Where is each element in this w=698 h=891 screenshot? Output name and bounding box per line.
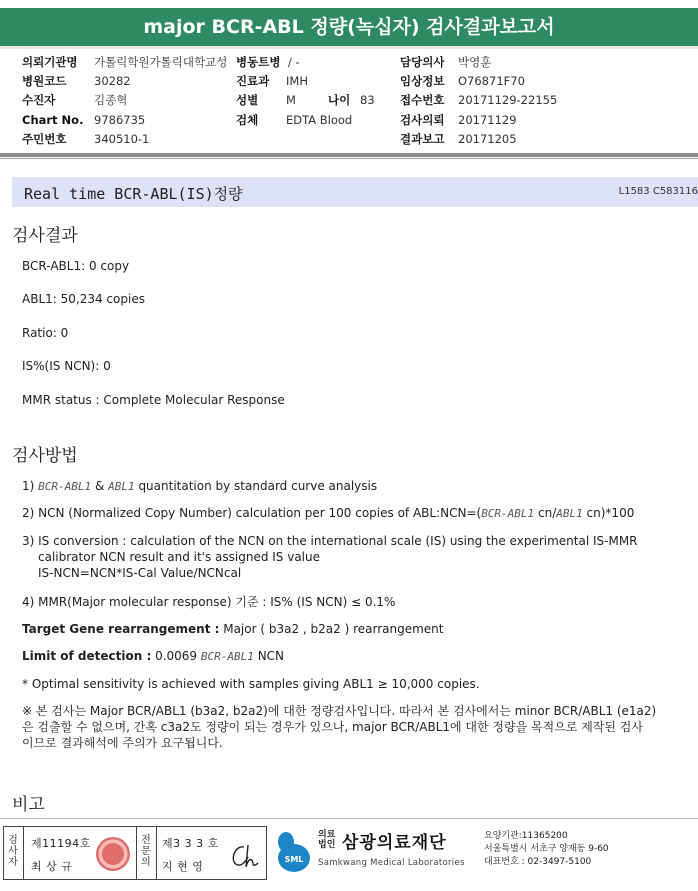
gene-name: BCR-ABL1 (481, 507, 535, 520)
clinical-info-label: 임상정보 (400, 74, 445, 89)
method-text: quantitation by standard curve analysis (134, 479, 378, 493)
method-item-3-cont: calibrator NCN result and it's assigned IS value (38, 550, 320, 564)
receipt-no-label: 접수번호 (400, 93, 445, 108)
hospital-code-label: 병원코드 (22, 74, 67, 89)
sml-logo-icon (272, 828, 312, 876)
report-date-value: 20171205 (458, 131, 517, 146)
org-english-name: Samkwang Medical Laboratories (318, 858, 465, 868)
method-item-3: 3) IS conversion : calculation of the NCN on the international scale (IS) using the experimental IS-MMR (22, 534, 638, 548)
lod-label: Limit of detection : (22, 649, 152, 663)
examiner-license-no: 제11194호 (31, 837, 91, 850)
note-line-3: 이므로 결과해석에 주의가 요구됩니다. (22, 736, 223, 750)
doctor-label: 담당의사 (400, 55, 445, 69)
gene-name: ABL1 (556, 507, 583, 520)
note-line-1: ※ 본 검사는 Major BCR/ABL1 (b3a2, b2a2)에 대한 정량검사입니다. 따라서 본 검사에서는 minor BCR/ABL1 (e1a2) (22, 704, 657, 718)
examiner-seal (96, 837, 130, 871)
target-gene-line (22, 622, 444, 637)
rrn-label: 주민번호 (22, 131, 67, 146)
test-header-bar (12, 177, 698, 207)
report-title: major BCR-ABL 정량(녹십자) 검사결과보고서 (0, 8, 698, 46)
sml-logo-text: SML (284, 855, 304, 864)
patient-info-right (400, 53, 600, 149)
org-type: 의료 법인 (318, 830, 336, 850)
signature-box (3, 826, 267, 880)
age-value: 83 (360, 93, 375, 108)
lod-unit: NCN (253, 649, 285, 663)
dept-value: IMH (286, 74, 308, 89)
org-contact-info (484, 830, 609, 869)
patient-info-middle (236, 53, 396, 130)
sex-value: M (286, 93, 296, 108)
doctor-value: 박영훈 (458, 55, 492, 69)
method-heading: 검사방법 (12, 446, 78, 466)
examiner-label: 검사자 (8, 835, 18, 868)
target-gene-label: Target Gene rearrangement : (22, 622, 220, 636)
method-text: 2) NCN (Normalized Copy Number) calculation per 100 copies of ABL:NCN=( (22, 506, 482, 520)
org-code: 요양기관:11365200 (484, 831, 568, 841)
org-name: 삼광의료재단 (342, 833, 447, 853)
examiner-name: 최 상 규 (31, 860, 73, 873)
title-underline (0, 46, 698, 49)
lod-value: 0.0069 (151, 649, 201, 663)
divider (23, 827, 24, 879)
patient-info-left (22, 53, 262, 149)
ward-value: / - (288, 55, 300, 69)
sex-label: 성별 (236, 93, 259, 108)
method-text: cn)*100 (582, 506, 635, 520)
specialist-name: 지 현 영 (162, 860, 204, 873)
remarks-heading: 비고 (12, 795, 45, 815)
method-text: cn/ (534, 506, 557, 520)
result-abl1: ABL1: 50,234 copies (22, 292, 145, 306)
report-date-label: 결과보고 (400, 131, 445, 146)
request-date-label: 검사의뢰 (400, 112, 445, 127)
result-bcr-abl1: BCR-ABL1: 0 copy (22, 259, 130, 273)
chart-no-label: Chart No. (22, 112, 84, 127)
receipt-no-value: 20171129-22155 (458, 93, 558, 108)
chart-no-value: 9786735 (94, 112, 146, 127)
test-name: Real time BCR-ABL(IS)정량 (24, 185, 243, 203)
result-mmr-status: MMR status : Complete Molecular Response (22, 393, 285, 407)
gene-name: BCR-ABL1 (200, 650, 254, 663)
divider (0, 158, 698, 159)
institution-label: 의뢰기관명 (22, 55, 78, 69)
clinical-info-value: O76871F70 (458, 74, 525, 89)
request-date-value: 20171129 (458, 112, 517, 127)
specimen-value: EDTA Blood (286, 112, 353, 127)
method-text: 1) (22, 479, 39, 493)
result-is-percent: IS%(IS NCN): 0 (22, 359, 111, 373)
hospital-code-value: 30282 (94, 74, 131, 89)
method-item-4: 4) MMR(Major molecular response) 기준 : IS% (IS NCN) ≤ 0.1% (22, 595, 396, 609)
footer-divider (0, 818, 698, 819)
result-ratio: Ratio: 0 (22, 326, 69, 340)
age-label: 나이 (328, 93, 351, 108)
method-item-3-formula: IS-NCN=NCN*IS-Cal Value/NCNcal (38, 566, 242, 580)
specimen-label: 검체 (236, 112, 259, 127)
method-text: & (91, 479, 109, 493)
sensitivity-note: * Optimal sensitivity is achieved with samples giving ABL1 ≥ 10,000 copies. (22, 677, 480, 691)
dept-label: 진료과 (236, 74, 270, 89)
gene-name: BCR-ABL1 (38, 480, 92, 493)
signature-icon (226, 841, 260, 871)
divider (156, 827, 157, 879)
note-line-2: 은 검출할 수 없으며, 간혹 c3a2도 정량이 되는 경우가 있으나, major BCR/ABL1에 대한 정량을 목적으로 제작된 검사 (22, 720, 643, 734)
method-item-2 (22, 506, 634, 521)
method-item-1 (22, 479, 377, 494)
patient-label: 수진자 (22, 93, 56, 108)
org-phone: 대표번호 : 02-3497-5100 (484, 857, 592, 867)
specialist-label: 전문의 (141, 835, 151, 868)
results-heading: 검사결과 (12, 226, 78, 246)
test-code: L1583 C583116 (618, 186, 698, 197)
specialist-license-no: 제3 3 3 호 (162, 837, 219, 850)
divider (136, 827, 137, 879)
rrn-value: 340510-1 (94, 131, 150, 146)
institution-value: 가톨릭학원가톨릭대학교성 (94, 55, 228, 69)
target-gene-value: Major ( b3a2 , b2a2 ) rearrangement (219, 622, 444, 636)
gene-name: ABL1 (108, 480, 135, 493)
ward-label: 병동트병 (236, 55, 281, 69)
divider (0, 153, 698, 157)
org-address: 서울특별시 서초구 양재동 9-60 (484, 844, 609, 854)
patient-value: 김종혁 (94, 93, 128, 108)
lod-line (22, 649, 284, 664)
